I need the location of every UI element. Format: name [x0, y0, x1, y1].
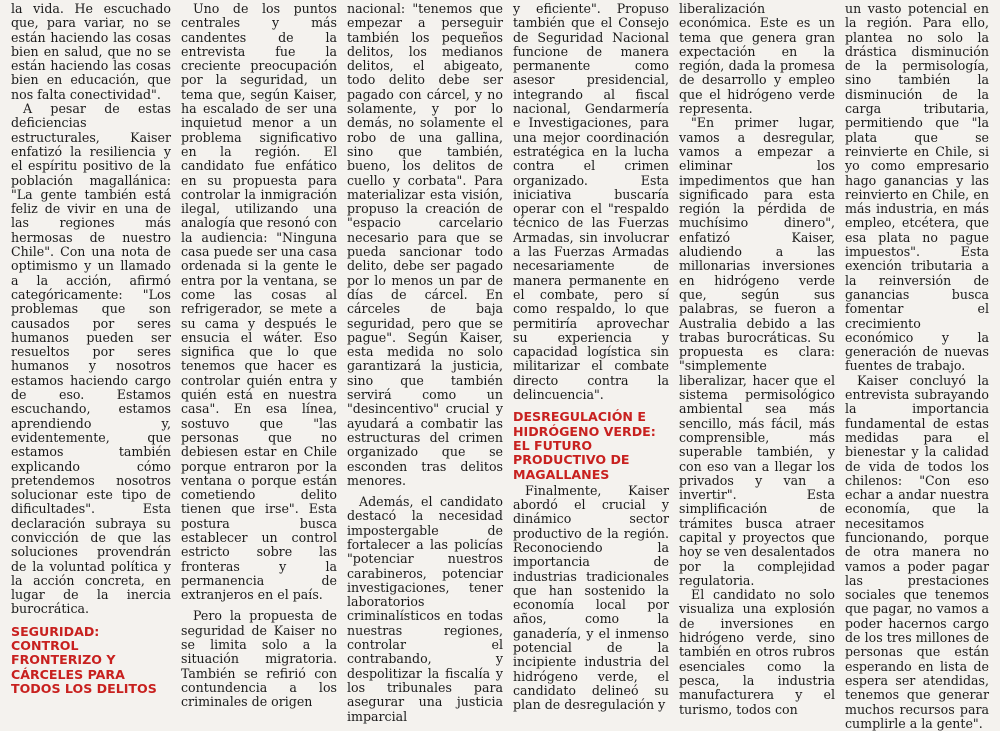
article-paragraph: nacional: "tenemos que empezar a perseguir también los pequeños delitos, los medianos delitos, el abigeato, todo delito debe ser pagado con cárcel, y no solamente, y por lo demás, no solamente el robo de una gallina, sino que también, bueno, los delitos de cuello y corbata". Para materializar esta visión, propuso la creación de "espacio carcelario necesario para que se pueda sancionar todo delito, debe ser pagado por lo menos un par de días de cárcel. En cárceles de baja seguridad, pero que se pague". Según Kaiser, esta medida no solo garantizará la justicia, sino que también servirá como un "desincentivo" crucial y ayudará a combatir las estructuras del crimen organizado que se esconden tras delitos menores. [347, 1, 503, 488]
article-paragraph: y eficiente". Propuso también que el Consejo de Seguridad Nacional funcione de manera permanente como asesor presidencial, integrando al fiscal nacional, Gendarmería e Investigaciones, para una mejor coordinación estratégica en la lucha contra el crimen organizado. Esta iniciativa buscaría operar con el "respaldo técnico de las Fuerzas Armadas, sin involucrar a las Fuerzas Armadas necesariamente de manera permanente en el combate, pero sí como respaldo, lo que permitiría aprovechar su experiencia y capacidad logística sin militarizar el combate directo contra la delincuencia". [513, 1, 669, 403]
article-paragraph: El candidato no solo visualiza una explosión de inversiones en hidrógeno verde, sino también en otros rubros esenciales como la pesca, la industria manufacturera y el turismo, todos con [679, 587, 835, 717]
column-6 [840, 0, 994, 731]
article-paragraph: Finalmente, Kaiser abordó el crucial y dinámico sector productivo de la región. Reconociendo la importancia de industrias tradicionales que han sostenido la economía local por años, como la ganadería, y el inmenso potencial de la incipiente industria del hidrógeno verde, el candidato delineó su plan de desregulación y [513, 482, 669, 713]
column-4 [508, 0, 674, 713]
article-paragraph: la vida. He escuchado que, para variar, no se están haciendo las cosas bien en salud, que no se están haciendo las cosas bien en educación, que nos falta conectividad". [11, 1, 171, 102]
article-paragraph: Pero la propuesta de seguridad de Kaiser no se limita solo a la situación migratoria. También se refirió con contundencia a los criminales de origen [181, 608, 337, 710]
article-paragraph: "En primer lugar, vamos a desregular, vamos a empezar a eliminar los impedimentos que han significado para esta región la pérdida de muchísimo dinero", enfatizó Kaiser, aludiendo a las millonarias inversiones en hidrógeno verde que, según sus palabras, se fueron a Australia debido a las trabas burocráticas. Su propuesta es clara: "simplemente liberalizar, hacer que el sistema permisológico ambiental sea más sencillo, más fácil, más comprensible, más superable también, y con eso van a llegar los privados y van a invertir". Esta simplificación de trámites busca atraer capital y proyectos que hoy se ven desalentados por la complejidad regulatoria. [679, 115, 835, 588]
column-3 [342, 0, 508, 724]
column-2 [176, 0, 342, 710]
article-paragraph: Uno de los puntos centrales y más candentes de la entrevista fue la creciente preocupación por la seguridad, un tema que, según Kaiser, ha escalado de ser una inquietud menor a un problema significativo en la región. El candidato fue enfático en su propuesta para controlar la inmigración ilegal, utilizando una analogía que resonó con la audiencia: "Ninguna casa puede ser una casa ordenada si la gente le entra por la ventana, se come las cosas al refrigerador, se mete a su cama y después le ensucia el wáter. Eso significa que lo que tenemos que hacer es controlar quién entra y quién está en nuestra casa". En esa línea, sostuvo que "las personas que no debiesen estar en Chile porque entraron por la ventana o porque están cometiendo delito tienen que irse". Esta postura busca establecer un control estricto sobre las fronteras y la permanencia de extranjeros en el país. [181, 1, 337, 603]
article-paragraph: Kaiser concluyó la entrevista subrayando la importancia fundamental de estas medidas para el bienestar y la calidad de vida de todos los chilenos: "Con eso echar a andar nuestra economía, que la necesitamos funcionando, porque de otra manera no vamos a poder pagar las prestaciones sociales que tenemos que pagar, no vamos a poder hacernos cargo de los tres millones de personas que están esperando en lista de espera ser atendidas, tenemos que generar muchos recursos para cumplirle a la gente". [845, 372, 989, 731]
article-paragraph: liberalización económica. Este es un tema que genera gran expectación en la región, dada la promesa de desarrollo y empleo que el hidrógeno verde representa. [679, 1, 835, 117]
column-1 [6, 0, 176, 696]
column-5 [674, 0, 840, 717]
section-heading-security: SEGURIDAD: CONTROL FRONTERIZO Y CÁRCELES PARA TODOS LOS DELITOS [11, 623, 157, 696]
section-heading-deregulation: DESREGULACIÓN E HIDRÓGENO VERDE: EL FUTURO PRODUCTIVO DE MAGALLANES [513, 409, 656, 482]
article-paragraph: un vasto potencial en la región. Para ello, plantea no solo la drástica disminución de la permisología, sino también la disminución de la carga tributaria, permitiendo que "la plata que se reinvierte en Chile, si yo como empresario hago ganancias y las reinvierto en Chile, en más industria, en más empleo, etcétera, que esa plata no pague impuestos". Esta exención tributaria a la reinversión de ganancias busca fomentar el crecimiento económico y la generación de nuevas fuentes de trabajo. [845, 1, 989, 374]
article-paragraph: A pesar de estas deficiencias estructurales, Kaiser enfatizó la resiliencia y el espíritu positivo de la población magallánica: "La gente también está feliz de vivir en una de las regiones más hermosas de nuestro Chile". Con una nota de optimismo y un llamado a la acción, afirmó categóricamente: "Los problemas que son causados por seres humanos pueden ser resueltos por seres humanos y nosotros estamos haciendo cargo de eso. Estamos escuchando, estamos aprendiendo y, evidentemente, que estamos también explicando cómo pretendemos nosotros solucionar este tipo de dificultades". Esta declaración subraya su convicción de que las soluciones provendrán de la voluntad política y la acción concreta, en lugar de la inercia burocrática. [11, 101, 171, 617]
article-paragraph: Además, el candidato destacó la necesidad impostergable de fortalecer a las policías "potenciar nuestros carabineros, potenciar investigaciones, tener laboratorios criminalísticos en todas nuestras regiones, controlar el contrabando, y despolitizar la fiscalía y los tribunales para asegurar una justicia imparcial [347, 494, 503, 724]
